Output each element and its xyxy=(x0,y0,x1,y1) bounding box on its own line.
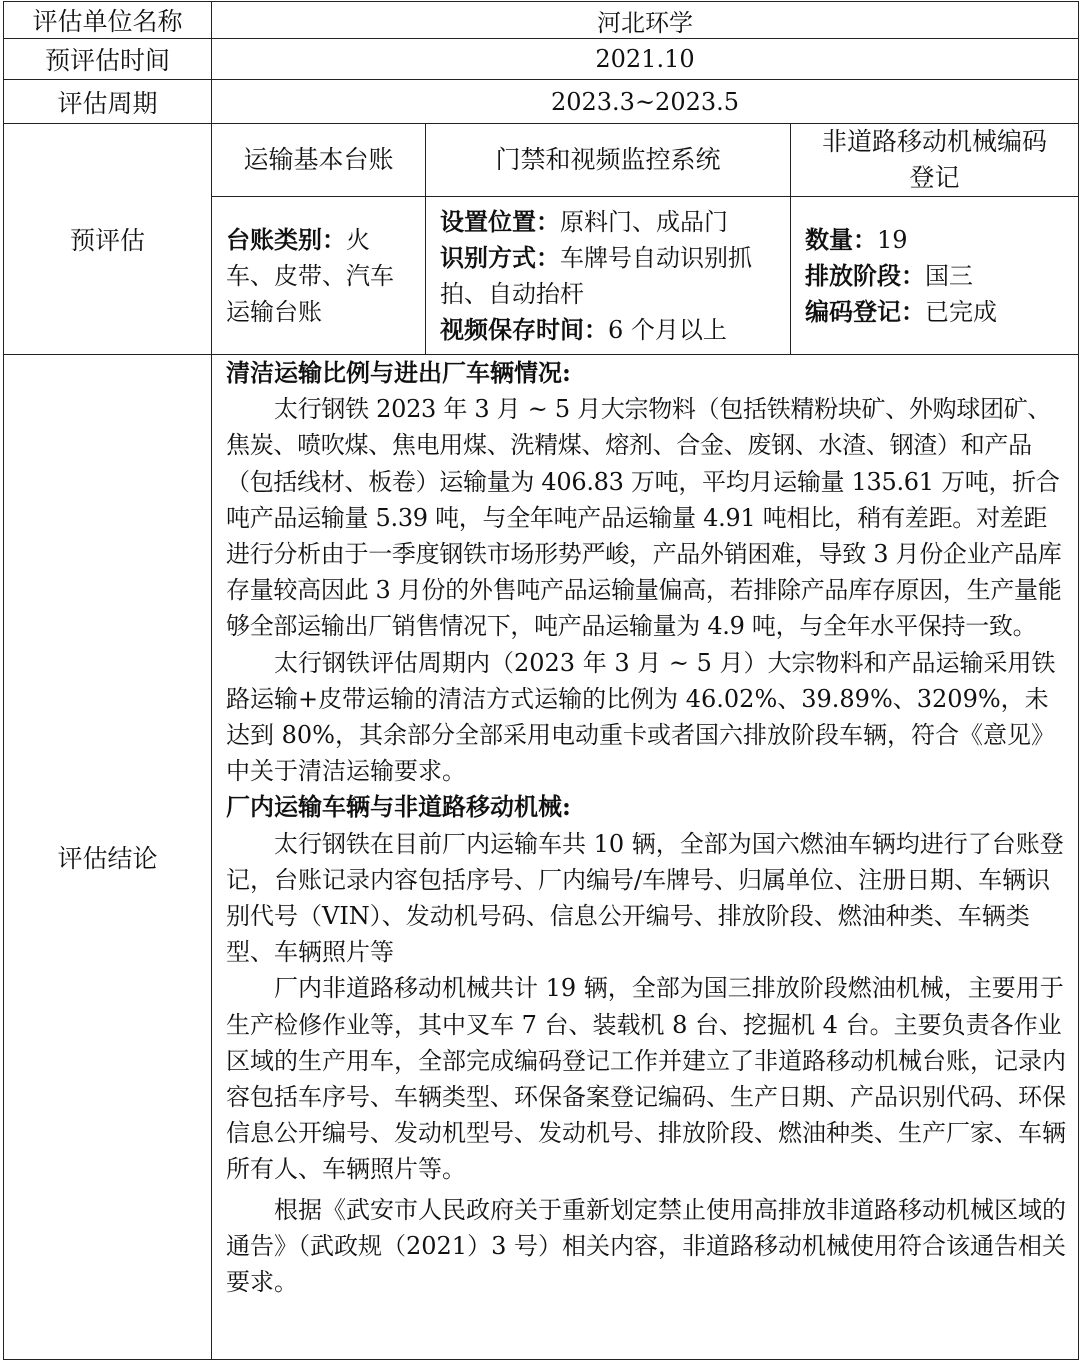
conclusion-body xyxy=(212,355,1079,1360)
period-value: 2023.3~2023.5 xyxy=(212,80,1079,124)
row-pre-time xyxy=(4,39,1079,80)
pre-time-label: 预评估时间 xyxy=(4,39,212,80)
paragraph-non-road-machinery: 厂内非道路移动机械共计 19 辆，全部为国三排放阶段燃油机械，主要用于生产检修作业等，其中叉车 7 台、装载机 8 台、挖掘机 4 台。主要负责各作业区域的生产用车，全部完成编码登记工作并建立了非道路移动机械台账，记录内容包括车序号、车辆类型、环保备案登记编码、生产日期、产品识别代码、环保信息公开编号、发动机型号、发动机号、排放阶段、燃油种类、生产厂家、车辆所有人、车辆照片等。 xyxy=(226,974,1066,1184)
section-title-vehicles: 厂内运输车辆与非道路移动机械: xyxy=(226,792,571,822)
row-unit xyxy=(4,2,1079,39)
machinery-code-value: 已完成 xyxy=(925,297,997,326)
header-gate-system: 门禁和视频监控系统 xyxy=(426,124,791,197)
header-machinery: 非道路移动机械编码登记 xyxy=(791,124,1079,197)
gate-retention-key: 视频保存时间： xyxy=(440,314,608,344)
header-ledger: 运输基本台账 xyxy=(212,124,426,197)
assessment-table xyxy=(3,1,1079,1360)
machinery-code-key: 编码登记： xyxy=(805,296,925,326)
machinery-stage-value: 国三 xyxy=(925,261,973,290)
gate-retention-value: 6 个月以上 xyxy=(608,315,727,344)
unit-label: 评估单位名称 xyxy=(4,2,212,39)
machinery-stage-key: 排放阶段： xyxy=(805,260,925,290)
machinery-count-key: 数量： xyxy=(805,224,877,254)
ledger-type-key: 台账类别： xyxy=(226,224,346,254)
gate-location-value: 原料门、成品门 xyxy=(560,207,728,236)
gate-method-value: 车牌号自动识别抓拍、自动抬杆 xyxy=(440,243,752,308)
machinery-count-value: 19 xyxy=(877,225,908,254)
row-conclusion xyxy=(4,355,1079,1360)
pre-time-value: 2021.10 xyxy=(212,39,1079,80)
pre-eval-label: 预评估 xyxy=(4,124,212,355)
section-title-clean-transport: 清洁运输比例与进出厂车辆情况: xyxy=(226,358,571,387)
row-pre-eval-headers xyxy=(4,124,1079,197)
machinery-cell xyxy=(791,197,1079,355)
row-period xyxy=(4,80,1079,124)
paragraph-transport-volume: 太行钢铁 2023 年 3 月 ~ 5 月大宗物料（包括铁精粉块矿、外购球团矿、焦炭、喷吹煤、焦电用煤、洗精煤、熔剂、合金、废钢、水渣、钢渣）和产品（包括线材、板卷）运输量为 406.83 万吨，平均月运输量 135.61 万吨，折合吨产品运输量 5.39 吨，与全年吨产品运输量 4.91 吨相比，稍有差距。对差距进行分析由于一季度钢铁市场形势严峻，产品外销困难，导致 3 月份企业产品库存量较高因此 3 月份的外售吨产品运输量偏高，若排除产品库存原因，生产量能够全部运输出厂销售情况下，吨产品运输量为 4.9 吨，与全年水平保持一致。 xyxy=(226,395,1062,641)
ledger-type-value: 火车、皮带、汽车运输台账 xyxy=(226,225,394,326)
period-label: 评估周期 xyxy=(4,80,212,124)
paragraph-regulation: 根据《武安市人民政府关于重新划定禁止使用高排放非道路移动机械区域的通告》（武政规（2021）3 号）相关内容，非道路移动机械使用符合该通告相关要求。 xyxy=(226,1195,1066,1297)
gate-location-key: 设置位置： xyxy=(440,206,560,236)
ledger-cell xyxy=(212,197,426,355)
unit-value: 河北环学 xyxy=(212,2,1079,39)
conclusion-label: 评估结论 xyxy=(4,355,212,1360)
gate-cell xyxy=(426,197,791,355)
paragraph-clean-ratio: 太行钢铁评估周期内（2023 年 3 月 ~ 5 月）大宗物料和产品运输采用铁路运输+皮带运输的清洁方式运输的比例为 46.02%、39.89%、3209%，未达到 80%，其余部分全部采用电动重卡或者国六排放阶段车辆，符合《意见》中关于清洁运输要求。 xyxy=(226,648,1056,786)
paragraph-plant-vehicles: 太行钢铁在目前厂内运输车共 10 辆，全部为国六燃油车辆均进行了台账登记，台账记录内容包括序号、厂内编号/车牌号、归属单位、注册日期、车辆识别代号（VIN）、发动机号码、信息公开编号、排放阶段、燃油种类、车辆类型、车辆照片等 xyxy=(226,829,1064,967)
gate-method-key: 识别方式： xyxy=(440,242,560,272)
